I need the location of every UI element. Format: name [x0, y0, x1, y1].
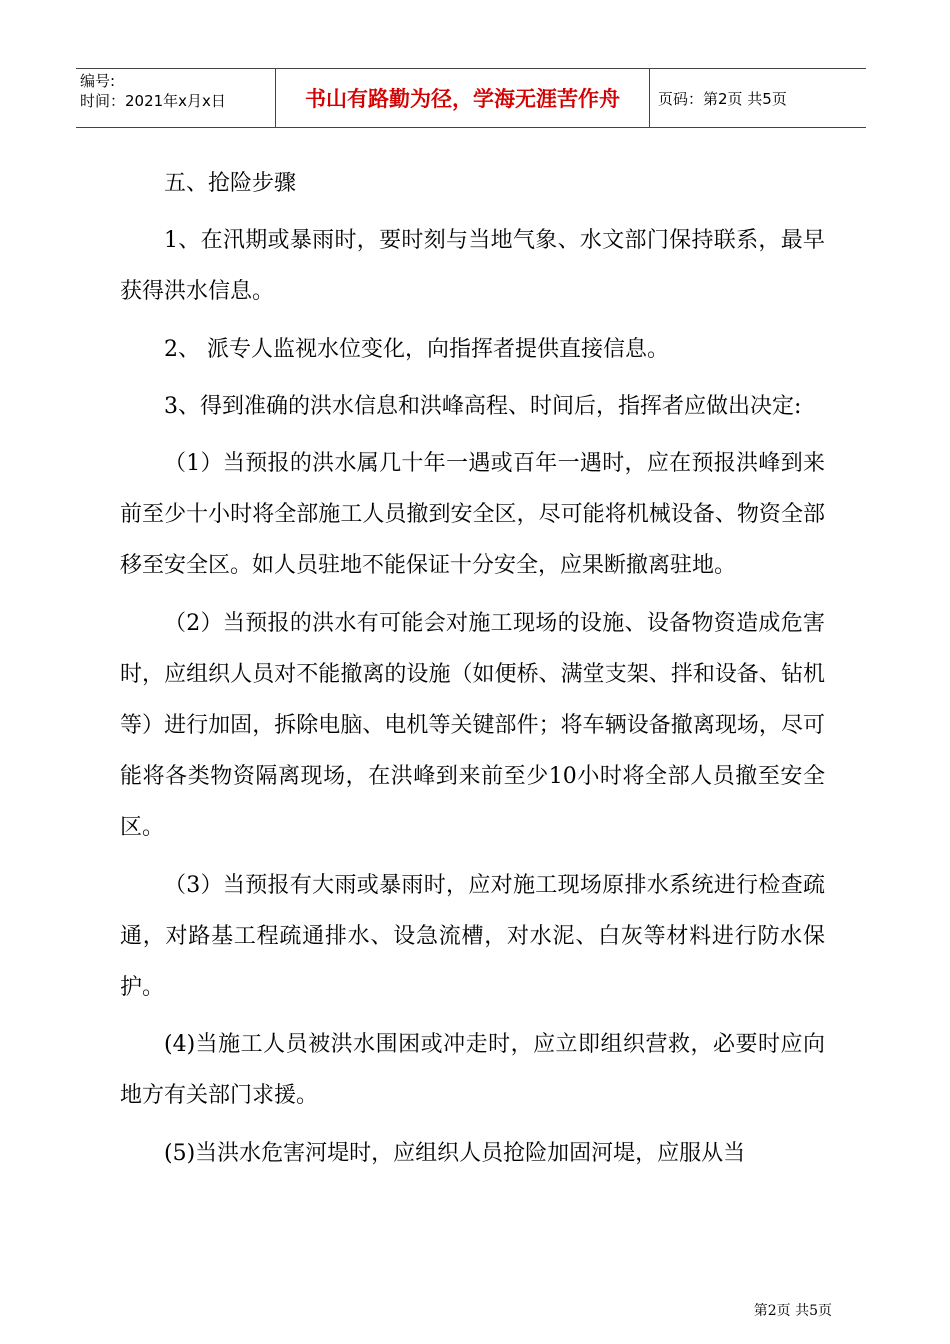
paragraph-3: 3、得到准确的洪水信息和洪峰高程、时间后，指挥者应做出决定:: [164, 393, 802, 419]
document-time-label: 时间：2021年x月x日: [80, 92, 226, 110]
paragraph-7: (4)当施工人员被洪水围困或冲走时，应立即组织营救，必要时应向地方有关部门求援。: [120, 1032, 825, 1109]
page-footer: 第2页 共5页: [753, 1303, 832, 1319]
section-title: 五、抢险步骤: [164, 171, 297, 196]
paragraph-5: （2）当预报的洪水有可能会对施工现场的设施、设备物资造成危害时，应组织人员对不能撤离的设施（如便桥、满堂支架、拌和设备、钻机等）进行加固，拆除电脑、电机等关键部件；将车辆设备撤离现场，尽可能将各类物资隔离现场，在洪峰到来前至少10小时将全部人员撤至安全区。: [120, 610, 825, 841]
document-number-label: 编号:: [80, 72, 116, 90]
header-motto: 书山有路勤为径，学海无涯苦作舟: [276, 69, 650, 127]
paragraph-8: (5)当洪水危害河堤时，应组织人员抢险加固河堤，应服从当: [164, 1140, 746, 1166]
document-body: [120, 158, 825, 1179]
paragraph-6: （3）当预报有大雨或暴雨时，应对施工现场原排水系统进行检查疏通，对路基工程疏通排水、设急流槽，对水泥、白灰等材料进行防水保护。: [120, 872, 825, 1001]
header-meta-cell: [76, 69, 276, 127]
header-page-code: 页码：第2页 共5页: [658, 89, 787, 108]
paragraph-4: （1）当预报的洪水属几十年一遇或百年一遇时，应在预报洪峰到来前至少十小时将全部施工人员撤到安全区，尽可能将机械设备、物资全部移至安全区。如人员驻地不能保证十分安全，应果断撤离驻地。: [120, 451, 825, 579]
paragraph-1: 1、在汛期或暴雨时，要时刻与当地气象、水文部门保持联系，最早获得洪水信息。: [120, 228, 825, 305]
page-header: [76, 68, 866, 128]
paragraph-2: 2、 派专人监视水位变化，向指挥者提供直接信息。: [164, 336, 669, 362]
